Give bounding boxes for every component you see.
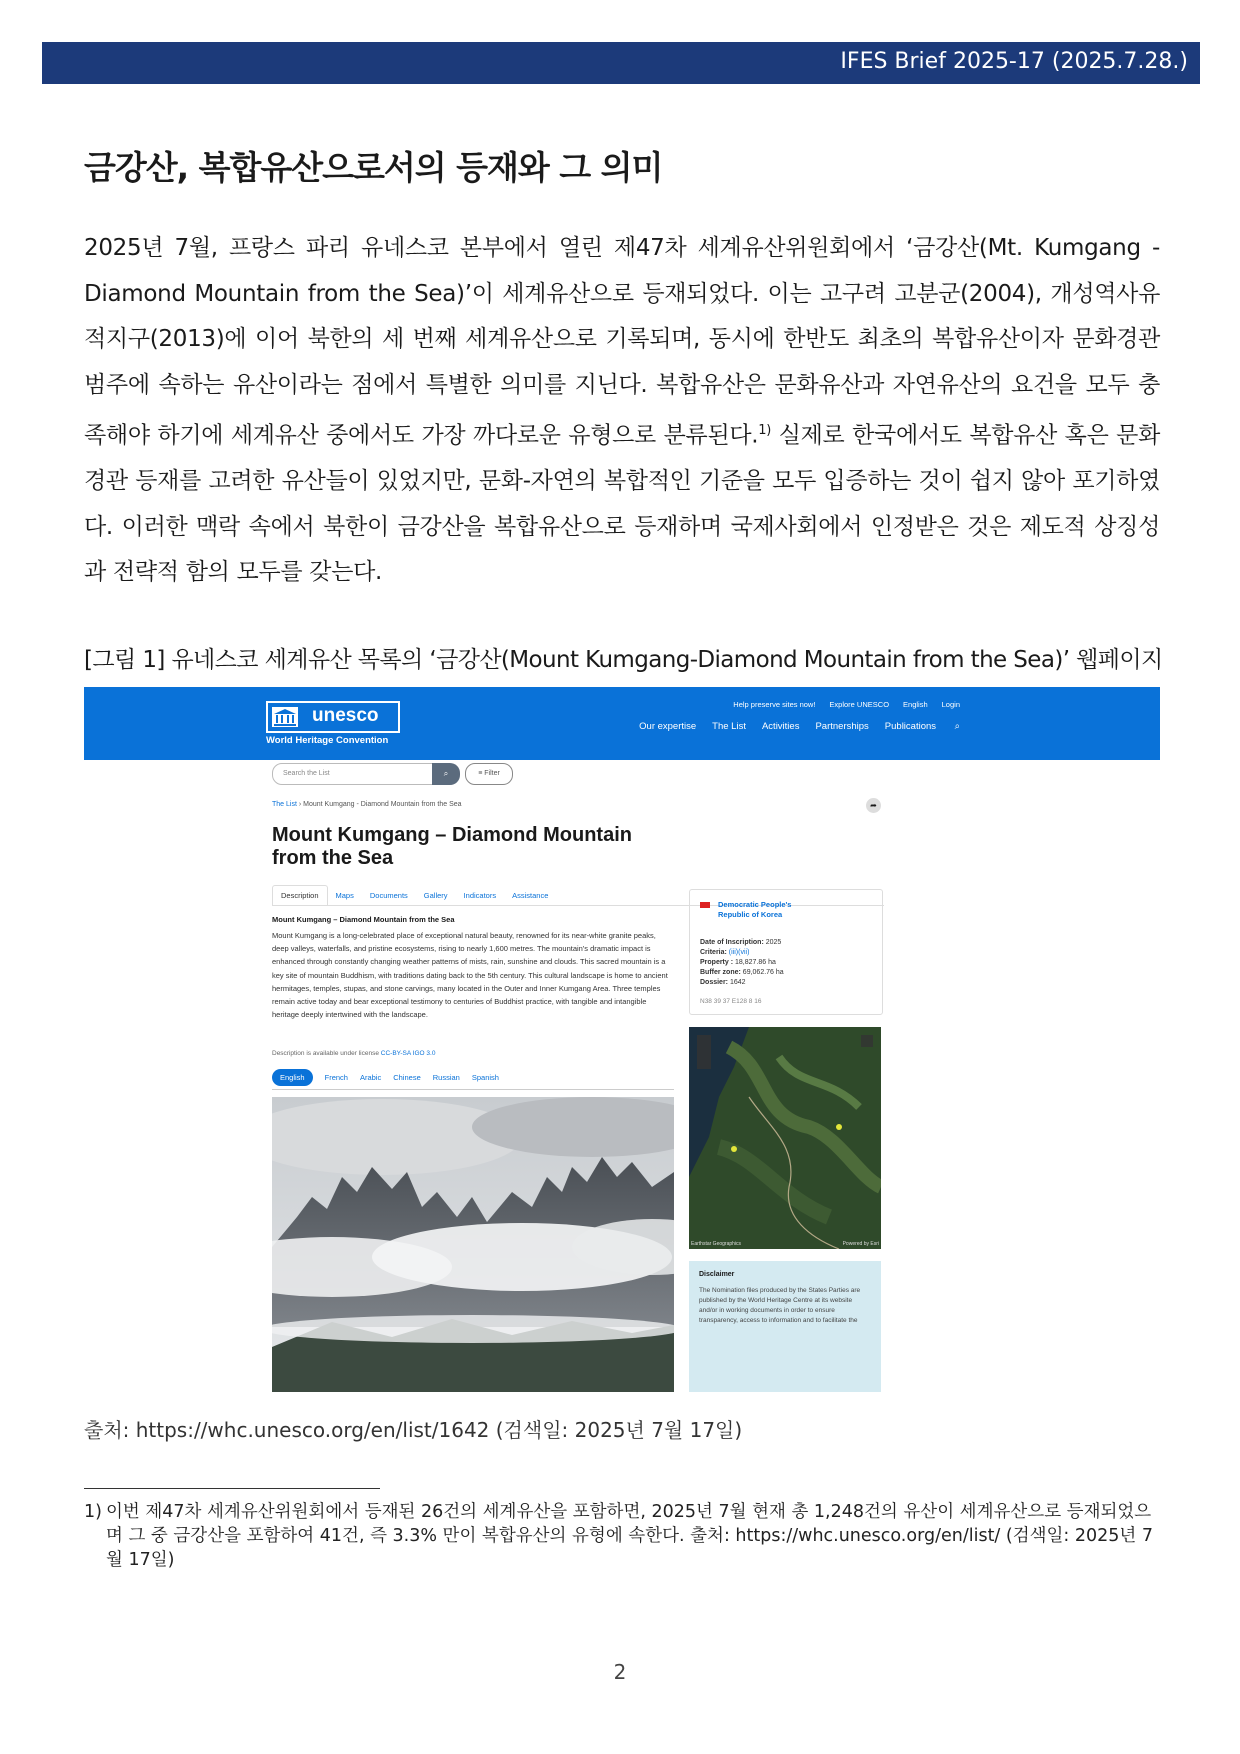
license-link[interactable]: CC-BY-SA IGO 3.0 [380, 1050, 436, 1057]
menu-partnerships[interactable]: Partnerships [815, 721, 869, 732]
header-bar [42, 42, 1200, 84]
site-facts: Date of Inscription: 2025 Criteria: (iii)(vii) Property : 18,827.86 ha Buffer zone: 69,062.76 ha Dossier: 1642 [700, 939, 784, 986]
dossier-number: 1642 [729, 979, 746, 986]
breadcrumb-separator: › [298, 801, 302, 808]
tab-maps[interactable]: Maps [335, 891, 354, 900]
unesco-subtitle: World Heritage Convention [266, 735, 389, 746]
page-number: 2 [613, 1660, 627, 1684]
criteria-value[interactable]: (iii)(vii) [728, 949, 750, 956]
filter-icon: ≡ [478, 770, 485, 777]
top-link-explore[interactable]: Explore UNESCO [829, 700, 890, 709]
breadcrumb-root[interactable]: The List [272, 801, 297, 808]
unesco-logo[interactable] [266, 701, 400, 733]
top-link-help[interactable]: Help preserve sites now! [733, 700, 816, 709]
tab-indicators[interactable]: Indicators [463, 891, 497, 900]
breadcrumb-current: Mount Kumgang - Diamond Mountain from the Sea [303, 801, 462, 808]
license-text: Description is available under license [272, 1050, 381, 1057]
buffer-area: 69,062.76 ha [742, 969, 784, 976]
tab-gallery[interactable]: Gallery [423, 891, 448, 900]
filter-label: Filter [484, 770, 500, 777]
site-info-box [689, 889, 883, 1015]
share-icon[interactable]: ➦ [866, 798, 881, 813]
top-link-english[interactable]: English [903, 700, 928, 709]
tab-assistance[interactable]: Assistance [512, 891, 549, 900]
map-credit-right: Powered by Esri [842, 1241, 879, 1247]
disclaimer-heading: Disclaimer [699, 1271, 735, 1278]
license-note [272, 1050, 435, 1057]
brief-id: IFES Brief 2025-17 (2025.7.28.) [840, 49, 1188, 74]
lang-spanish[interactable]: Spanish [471, 1073, 499, 1082]
inscription-date: 2025 [765, 939, 782, 946]
unesco-screenshot [84, 687, 1160, 1392]
country-link[interactable]: Democratic People's Republic of Korea [718, 900, 792, 919]
unesco-top-links [719, 700, 960, 709]
description-text: Mount Kumgang is a long-celebrated place of exceptional natural beauty, renowned for its near-white granite peaks, deep valleys, waterfalls, and pristine ecosystems, rising to nearly 1,600 metres. The mountain's dramatic impact is enhanced through constantly changing weather patterns of mists, rain, sunshine and clouds. This sacred mountain is a key site of mountain Buddhism, with traditions dating back to the 5th century. This cultural landscape is home to ancient hermitages, temples, stupas, and stone carvings, many located in the Outer and Inner Kumgang Area. Three temples remain active today and bear exceptional testimony to centuries of Buddhist practice, with tangible and intangible heritage deeply intertwined with the landscape. [272, 931, 668, 1020]
footnote-number: 1) [84, 1502, 102, 1522]
top-link-login[interactable]: Login [941, 700, 960, 709]
description-heading: Mount Kumgang – Diamond Mountain from the Sea [272, 915, 455, 924]
figure-source: 출처: https://whc.unesco.org/en/list/1642 (검색일: 2025년 7월 17일) [84, 1418, 743, 1442]
search-icon[interactable]: ⌕ [954, 721, 960, 732]
page-title: 금강산, 복합유산으로서의 등재와 그 의미 [84, 148, 663, 187]
lang-arabic[interactable]: Arabic [359, 1073, 382, 1082]
footnote-text: 이번 제47차 세계유산위원회에서 등재된 26건의 세계유산을 포함하면, 2025년 7월 현재 총 1,248건의 유산이 세계유산으로 등재되었으며 그 중 금강산을 포함하여 41건, 즉 3.3% 만이 복합유산의 유형에 속한다. 출처: https://whc.unesco.org/en/list/ (검색일: 2025년 7월 17일) [106, 1502, 1154, 1570]
tab-description[interactable]: Description [272, 885, 328, 905]
disclaimer-box [689, 1261, 881, 1392]
mountain-photo[interactable] [272, 1097, 674, 1392]
unesco-navbar [84, 687, 1160, 760]
lang-english[interactable]: English [272, 1069, 313, 1086]
coordinates: N38 39 37 E128 8 16 [700, 998, 762, 1005]
site-title: Mount Kumgang – Diamond Mountain from the Sea [272, 824, 632, 869]
menu-our-expertise[interactable]: Our expertise [639, 721, 697, 732]
satellite-map[interactable] [689, 1027, 881, 1249]
figure-caption: [그림 1] 유네스코 세계유산 목록의 ‘금강산(Mount Kumgang-Diamond Mountain from the Sea)’ 웹페이지 [84, 647, 1163, 673]
map-credit-left: Earthstar Geographics [691, 1241, 742, 1247]
paragraph-part2: 실제로 한국에서도 복합유산 혹은 문화경관 등재를 고려한 유산들이 있었지만, 문화-자연의 복합적인 기준을 모두 입증하는 것이 쉽지 않아 포기하였다. 이러한 맥락 속에서 북한이 금강산을 복합유산으로 등재하며 국제사회에서 인정받은 것은 제도적 상징성과 전략적 함의 모두를 갖는다. [84, 422, 1161, 586]
unesco-temple-icon [272, 707, 298, 727]
language-tabs [272, 1067, 674, 1090]
filter-button[interactable] [465, 763, 513, 785]
footnote [84, 1500, 1160, 1572]
lang-french[interactable]: French [324, 1073, 348, 1082]
tab-documents[interactable]: Documents [369, 891, 408, 900]
property-area: 18,827.86 ha [735, 959, 776, 966]
disclaimer-text: The Nomination files produced by the States Parties are published by the World Heritage Centre at its website and/or in working documents in order to ensure transparency, access to information and to facilitate the [699, 1287, 861, 1324]
unesco-menu [623, 721, 960, 732]
footnote-ref[interactable]: 1) [758, 423, 772, 438]
paragraph-part1: 2025년 7월, 프랑스 파리 유네스코 본부에서 열린 제47차 세계유산위원회에서 ‘금강산(Mt. Kumgang - Diamond Mountain from the Sea)’이 세계유산으로 등재되었다. 이는 고구려 고분군(2004), 개성역사유적지구(2013)에 이어 북한의 세 번째 세계유산으로 기록되며, 동시에 한반도 최초의 복합유산이자 문화경관 범주에 속하는 유산이라는 점에서 특별한 의미를 지닌다. 복합유산은 문화유산과 자연유산의 요건을 모두 충족해야 하기에 세계유산 중에서도 가장 까다로운 유형으로 분류된다. [84, 235, 1160, 449]
footnote-divider [84, 1488, 380, 1489]
flag-icon [700, 902, 710, 908]
unesco-logo-text: unesco [312, 705, 379, 726]
menu-activities[interactable]: Activities [761, 721, 800, 732]
body-paragraph [84, 226, 1160, 596]
breadcrumb [272, 801, 462, 808]
menu-the-list[interactable]: The List [712, 721, 746, 732]
search-button[interactable]: ⌕ [432, 763, 460, 785]
lang-russian[interactable]: Russian [432, 1073, 460, 1082]
lang-chinese[interactable]: Chinese [393, 1073, 421, 1082]
menu-publications[interactable]: Publications [884, 721, 937, 732]
search-input[interactable]: Search the List [272, 763, 444, 785]
